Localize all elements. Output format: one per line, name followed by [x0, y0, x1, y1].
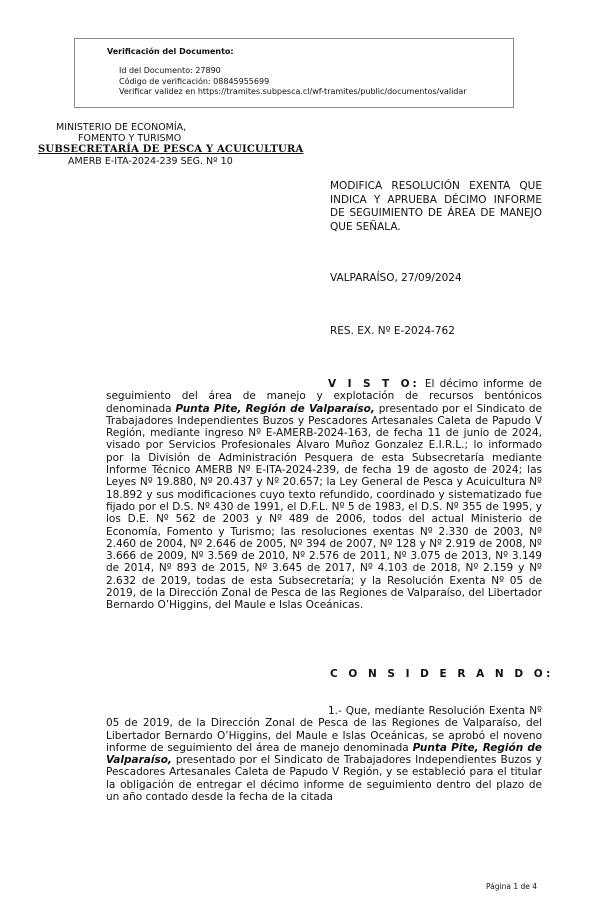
visto-text-2: presentado por el Sindicato de Trabajadores Independientes Buzos y Pescadores Artesanales Caleta de Papudo V Región, mediante ingreso Nº E-AMERB-2024-163, de fecha 11 de junio de 2024, visado por Servicios Profesionales Álvaro Muñoz Gonzalez E.I.R.L.; lo informado por la División de Administración Pesquera de esta Subsecretaría mediante Informe Técnico AMERB Nº E-ITA-2024-239, de fecha 19 de agosto de 2024; las Leyes Nº 19.880, Nº 20.437 y Nº 20.657; la Ley General de Pesca y Acuicultura Nº 18.892 y sus modificaciones cuyo texto refundido, coordinado y sistematizado fue fijado por el D.S. Nº 430 de 1991, el D.F.L. Nº 5 de 1983, el D.S. Nº 355 de 1995, y los D.E. Nº 562 de 2003 y Nº 489 de 2006, todos del actual Ministerio de Economía, Fomento y Turismo; las resoluciones exentas Nº 2.330 de 2003, Nº 2.460 de 2004, Nº 2.646 de 2005, Nº 394 de 2007, Nº 128 y Nº 2.919 de 2008, Nº 3.666 de 2009, Nº 3.569 de 2010, Nº 2.576 de 2011, Nº 3.075 de 2013, Nº 3.149 de 2014, Nº 893 de 2015, Nº 3.645 de 2017, Nº 4.103 de 2018, Nº 2.159 y Nº 2.632 de 2019, todas de esta Subsecretaría; y la Resolución Exenta Nº 05 de 2019, de la Dirección Zonal de Pesca de las Regiones de Valparaíso, del Libertador Bernardo O’Higgins, del Maule e Islas Oceánicas.: [106, 402, 542, 612]
verification-code: • Código de verificación: 08845955699: [119, 77, 513, 88]
ministry-line-2: FOMENTO Y TURISMO: [78, 133, 182, 144]
considerando-heading: C O N S I D E R A N D O:: [330, 668, 554, 680]
resolution-number: RES. EX. Nº E-2024-762: [330, 325, 455, 337]
visto-heading: V I S T O:: [328, 378, 420, 390]
document-id: • Id del Documento: 27890: [119, 66, 513, 77]
ministry-line-1: MINISTERIO DE ECONOMÍA,: [56, 122, 187, 133]
resolution-subject: MODIFICA RESOLUCIÓN EXENTA QUE INDICA Y APRUEBA DÉCIMO INFORME DE SEGUIMIENTO DE ÁREA DE MANEJO QUE SEÑALA.: [330, 180, 542, 233]
verification-title: Verificación del Documento:: [107, 47, 234, 56]
verification-link[interactable]: • Verificar validez en https://tramites.subpesca.cl/wf-tramites/public/documentos/validar: [119, 87, 513, 98]
visto-text-1: El décimo informe de seguimiento del área de manejo y explotación de recursos bentónicos denominada: [106, 378, 542, 415]
considerando-text-1: 1.- Que, mediante Resolución Exenta Nº 05 de 2019, de la Dirección Zonal de Pesca de las Regiones de Valparaíso, del Libertador Bernardo O’Higgins, del Maule e Islas Oceánicas, se aprobó el noveno informe de seguimiento del área de manejo denominada: [106, 705, 542, 754]
verification-list: [107, 66, 513, 98]
considerando-area-name: Punta Pite, Región de Valparaíso,: [106, 741, 542, 767]
page-number: Página 1 de 4: [486, 882, 538, 891]
subsecretaria-title: SUBSECRETARÍA DE PESCA Y ACUICULTURA: [38, 144, 304, 155]
considerando-text-2: presentado por el Sindicato de Trabajadores Independientes Buzos y Pescadores Artesanales Caleta de Papudo V Región, y se estableció para el titular la obligación de entregar el décimo informe de seguimiento dentro del plazo de un año contado desde la fecha de la citada: [106, 754, 542, 804]
verification-box: [74, 38, 514, 108]
amerb-reference: AMERB E-ITA-2024-239 SEG. Nº 10: [68, 156, 233, 167]
visto-paragraph: [106, 378, 542, 612]
place-date: VALPARAÍSO, 27/09/2024: [330, 272, 462, 284]
visto-area-name: Punta Pite, Región de Valparaíso,: [175, 402, 375, 415]
considerando-paragraph-1: [106, 705, 542, 803]
